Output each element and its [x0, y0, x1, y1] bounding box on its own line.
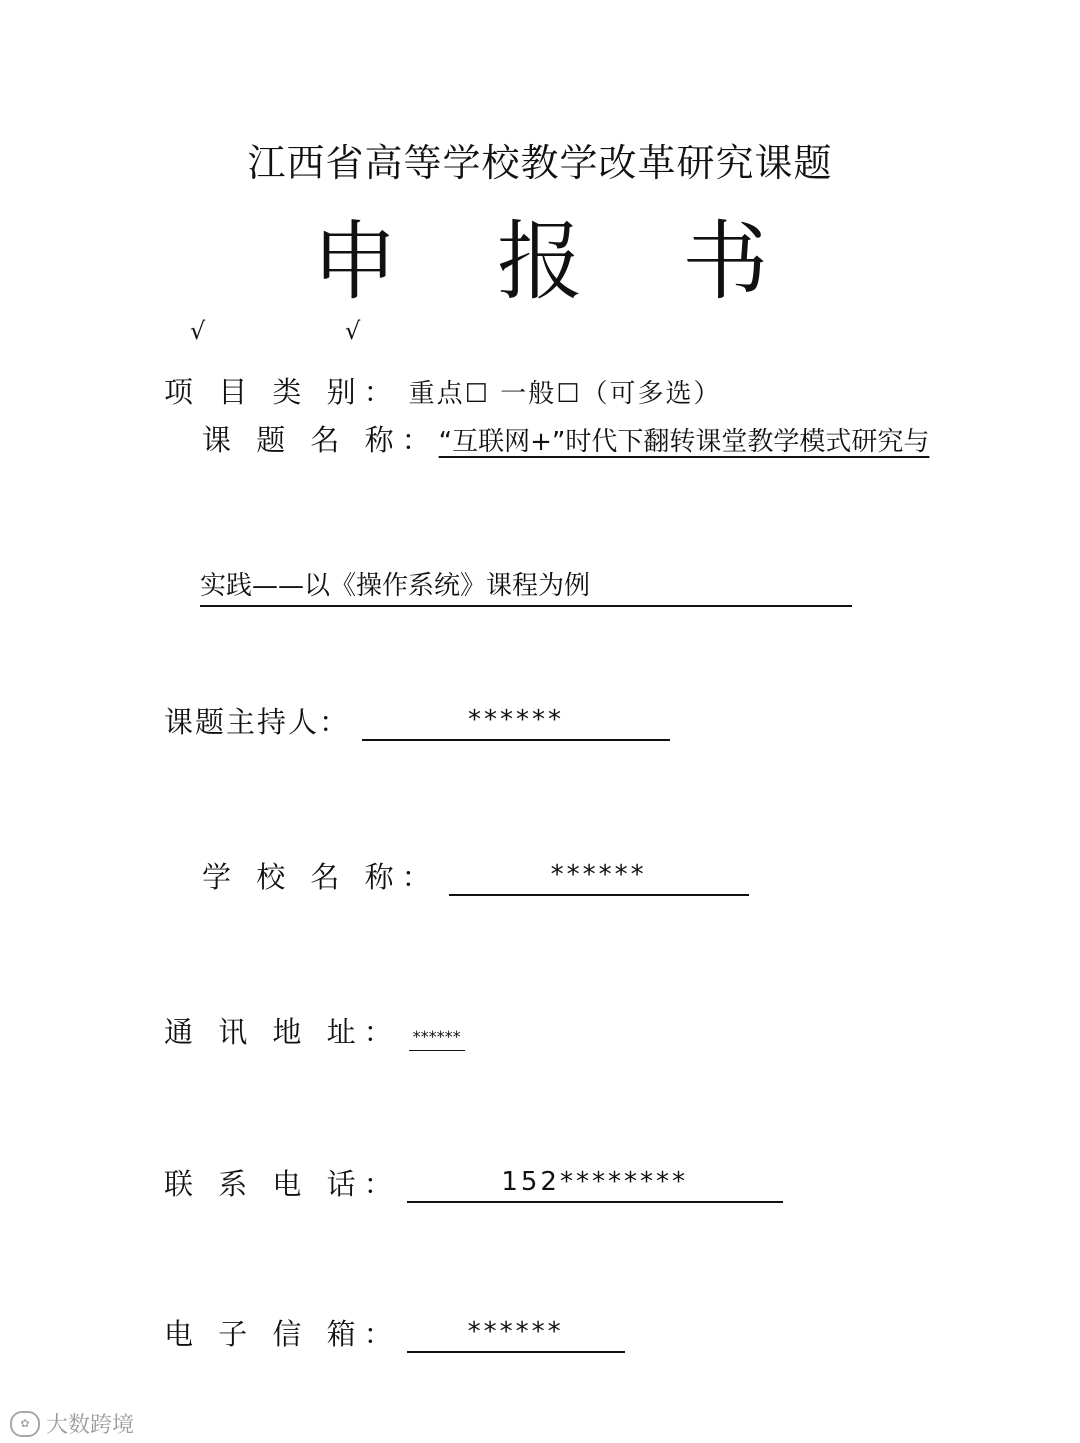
- host-row: [164, 700, 670, 741]
- category-row: [164, 370, 722, 411]
- watermark-text: 大数跨境: [46, 1413, 135, 1438]
- email-label: 电 子 信 箱：: [164, 1317, 401, 1351]
- phone-value: 152********: [407, 1167, 783, 1203]
- school-label: 学 校 名 称：: [202, 860, 439, 894]
- address-value: ******: [409, 1027, 465, 1051]
- watermark: [10, 1408, 134, 1439]
- topic-value-line2: 实践——以《操作系统》课程为例: [200, 565, 852, 607]
- category-label: 项 目 类 别：: [164, 375, 401, 409]
- checkmark-general: √: [345, 317, 361, 345]
- address-row: [164, 1010, 465, 1051]
- email-value: ******: [407, 1317, 625, 1353]
- email-row: [164, 1312, 625, 1353]
- form-title: 申 报 书: [311, 212, 805, 312]
- host-value: ******: [362, 705, 670, 741]
- topic-value-line1: “互联网+”时代下翻转课堂教学模式研究与: [438, 427, 930, 457]
- form-subtitle: 江西省高等学校教学改革研究课题: [247, 141, 833, 185]
- phone-label: 联 系 电 话：: [164, 1167, 401, 1201]
- watermark-logo-icon: ✿: [10, 1411, 40, 1437]
- school-value: ******: [449, 860, 749, 896]
- address-label: 通 讯 地 址：: [164, 1015, 401, 1049]
- host-label: 课题主持人：: [164, 705, 351, 739]
- checkmark-key: √: [190, 317, 206, 345]
- phone-row: [164, 1162, 783, 1203]
- school-row: [202, 855, 749, 896]
- topic-label: 课 题 名 称：: [202, 423, 439, 457]
- category-options: 重点☐ 一般☐（可多选）: [408, 379, 722, 409]
- topic-row: [202, 418, 929, 459]
